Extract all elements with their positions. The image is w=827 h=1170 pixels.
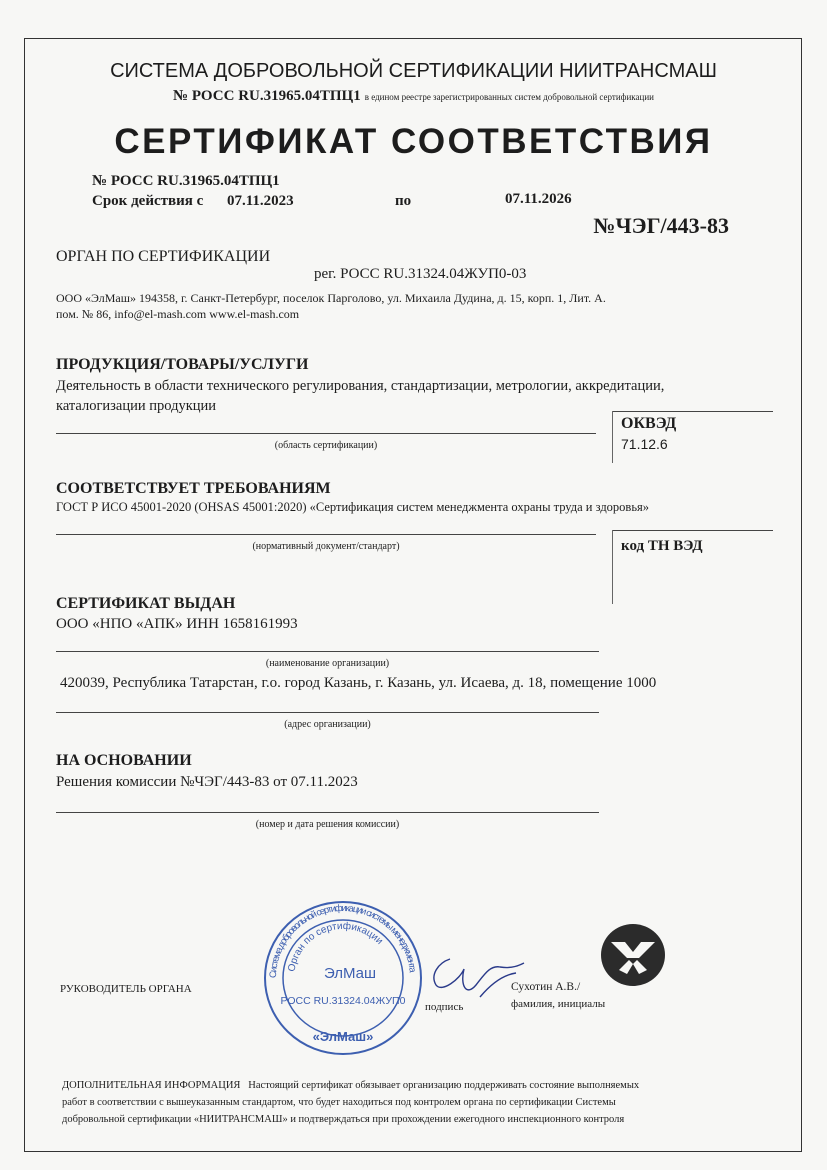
system-name: СИСТЕМА ДОБРОВОЛЬНОЙ СЕРТИФИКАЦИИ НИИТРАНСМАШ: [110, 60, 717, 82]
requirements-caption: (нормативный документ/стандарт): [252, 541, 400, 552]
products-heading: ПРОДУКЦИЯ/ТОВАРЫ/УСЛУГИ: [56, 356, 309, 373]
stamp-center-text: ЭлМаш: [323, 965, 377, 982]
stamp-outer-text: Система добровольной сертификации системы менеджмента: [267, 902, 418, 979]
additional-info-label: ДОПОЛНИТЕЛЬНАЯ ИНФОРМАЦИЯ: [62, 1080, 241, 1091]
certification-body-address-1: ООО «ЭлМаш» 194358, г. Санкт-Петербург, поселок Парголово, ул. Михаила Дудина, д. 15, корп. 1, Лит. А.: [56, 291, 606, 305]
products-underline: [56, 433, 596, 434]
issued-to-organization: ООО «НПО «АПК» ИНН 1658161993: [56, 616, 298, 632]
system-reg-note: в едином реестре зарегистрированных систем добровольной сертификации: [364, 92, 654, 102]
basis-heading: НА ОСНОВАНИИ: [56, 752, 192, 769]
valid-from-date: 07.11.2023: [227, 193, 294, 209]
tnved-top-rule: [613, 530, 773, 531]
tnved-label: код ТН ВЭД: [621, 538, 703, 554]
certificate-number: №ЧЭГ/443-83: [593, 213, 729, 238]
basis-underline: [56, 812, 599, 813]
basis-caption: (номер и дата решения комиссии): [255, 819, 400, 830]
issued-to-heading: СЕРТИФИКАТ ВЫДАН: [56, 595, 236, 612]
additional-info-line-3: добровольной сертификации «НИИТРАНСМАШ» и подтверждаться при прохождении ежегодного инспекционного контроля: [62, 1114, 625, 1125]
additional-info-line-2: работ в соответствии с вышеуказанным стандартом, что будет находиться под контролем органа по сертификации Системы: [62, 1097, 616, 1108]
address-caption: (адрес организации): [284, 719, 371, 730]
basis-text: Решения комиссии №ЧЭГ/443-83 от 07.11.2023: [56, 774, 358, 790]
requirements-heading: СООТВЕТСТВУЕТ ТРЕБОВАНИЯМ: [56, 480, 331, 497]
requirements-underline: [56, 534, 596, 535]
organization-underline: [56, 651, 599, 652]
signature-scribble: [420, 945, 530, 1005]
okved-value: 71.12.6: [621, 436, 668, 452]
products-caption: (область сертификации): [274, 440, 378, 451]
niitransmash-logo: [599, 922, 667, 988]
products-line-2: каталогизации продукции: [56, 398, 217, 414]
signatory-name: Сухотин А.В./: [511, 981, 581, 993]
additional-info-text-1: Настоящий сертификат обязывает организацию поддерживать состояние выполняемых: [248, 1080, 640, 1091]
products-line-1: Деятельность в области технического регулирования, стандартизации, метрологии, аккредитации,: [56, 378, 665, 394]
issued-to-address: 420039, Республика Татарстан, г.о. город Казань, г. Казань, ул. Исаева, д. 18, помещение 1000: [60, 675, 657, 691]
okved-label: ОКВЭД: [621, 415, 677, 432]
certificate-reg-number: № РОСС RU.31965.04ТПЦ1: [92, 173, 280, 189]
stamp-inner-text: Орган по сертификации: [286, 920, 385, 973]
validity-to-label: по: [395, 193, 412, 209]
address-underline: [56, 712, 599, 713]
system-registration: [0, 87, 827, 105]
valid-to-date: 07.11.2026: [505, 191, 572, 207]
certification-body-reg: рег. РОСС RU.31324.04ЖУП0-03: [314, 266, 527, 282]
additional-info-line-1: [62, 1080, 639, 1091]
organization-caption: (наименование организации): [265, 658, 390, 669]
head-of-body-label: РУКОВОДИТЕЛЬ ОРГАНА: [60, 983, 192, 995]
validity-label: Срок действия с: [92, 193, 204, 209]
signatory-name-caption: фамилия, инициалы: [511, 998, 606, 1010]
seal-stamp: [258, 898, 428, 1058]
certificate-title: СЕРТИФИКАТ СООТВЕТСТВИЯ: [114, 122, 713, 161]
okved-top-rule: [613, 411, 773, 412]
certification-body-heading: ОРГАН ПО СЕРТИФИКАЦИИ: [56, 248, 271, 265]
signature-caption: подпись: [425, 1001, 464, 1013]
okved-divider: [612, 411, 613, 463]
system-reg-number: № РОСС RU.31965.04ТПЦ1: [173, 88, 361, 104]
certification-body-address-2: пом. № 86, info@el-mash.com www.el-mash.com: [56, 307, 300, 321]
tnved-divider: [612, 530, 613, 604]
stamp-bottom-text: «ЭлМаш»: [312, 1029, 374, 1044]
requirements-text: ГОСТ Р ИСО 45001-2020 (OHSAS 45001:2020) «Сертификация систем менеджмента охраны труда и здоровья»: [56, 500, 650, 514]
stamp-reg-text: РОСС RU.31324.04ЖУП0: [280, 995, 406, 1007]
